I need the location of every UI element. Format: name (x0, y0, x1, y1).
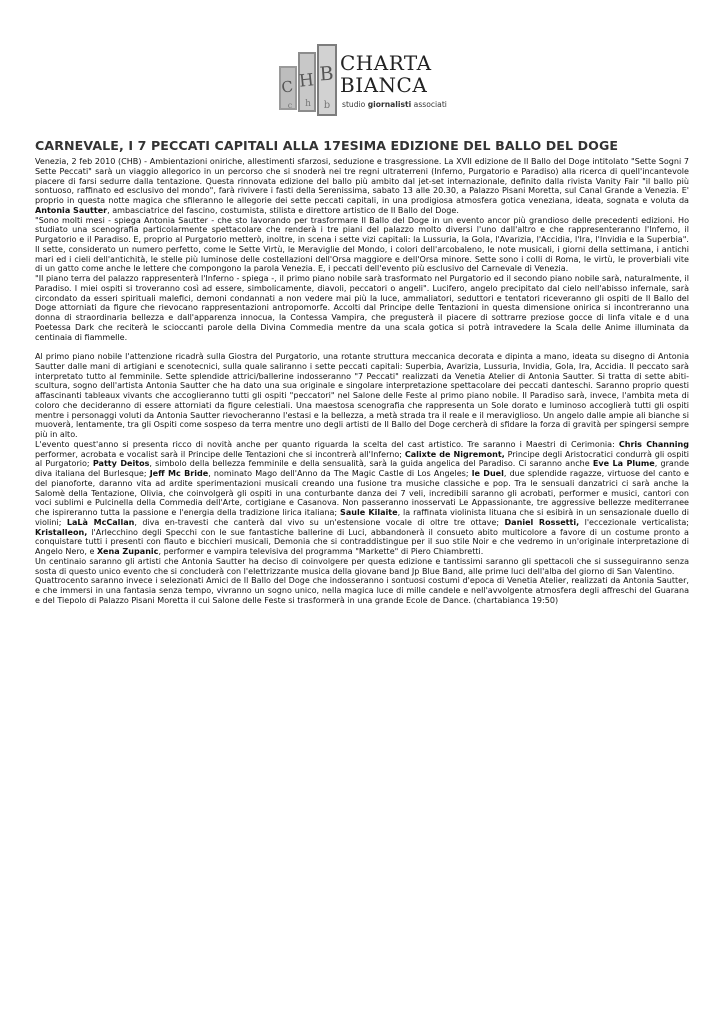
article-paragraph-3: "Il piano terra del palazzo rappresenterà l'Inferno - spiega -, il primo piano nobile sarà trasformato nel Purgatorio ed il secondo piano nobile sarà, naturalmente, il Paradiso. I miei ospiti si troveranno così ad essere, simbolicamente, diavoli, peccatori o angeli". Lucifero, angelo precipitato dal cielo nell'abisso infernale, sarà circondato da esseri spirituali malefici, demoni condannati a non vedere mai più la luce, ammaliatori, seduttori e tentatori riceveranno gli ospiti de Il Ballo del Doge attorniati da figure che rievocano rappresentazioni antropomorfe. Accolti dal Principe delle Tentazioni in questa dimensione onirica si incontreranno una donna di straordinaria bellezza e dall'apparenza innocua, la Contessa Vampira, che pregusterà il piacere di sottrarre preziose gocce di linfa vitale e d una Poetessa Dark che reciterà le scioccanti parole della Divina Commedia mentre da una scala gotica si potrà intravedere la Scala delle Anime illuminata da centinaia di fiammelle. (35, 274, 689, 342)
bold-name: Saule Kilaite (340, 508, 398, 517)
text-run: , simbolo della bellezza femminile e della sensualità, sarà la guida angelica del Paradiso. Ci saranno anche (149, 459, 593, 469)
svg-text:c: c (287, 101, 293, 110)
bold-name: Patty Deitos (92, 459, 150, 469)
article-paragraph-5 (35, 440, 689, 557)
text-run: , ambasciatrice del fascino, costumista, stilista e direttore artistico de Il Ballo del Doge. (107, 205, 459, 215)
logo-title-line2: BIANCA (340, 73, 428, 97)
bold-name: le Duel (471, 469, 504, 478)
svg-text:H: H (298, 70, 315, 92)
bold-name: Xena Zupanic (97, 547, 159, 556)
bold-name: Antonia Sautter (35, 205, 108, 215)
text-run: L'evento quest'anno si presenta ricco di novità anche per quanto riguarda la scelta del cast artistico. Tre saranno i Maestri di Cerimonia: (35, 439, 619, 449)
bold-name: Daniel Rossetti, (504, 517, 580, 527)
article-paragraph-6: Un centinaio saranno gli artisti che Antonia Sautter ha deciso di coinvolgere per questa edizione e tantissimi saranno gli spettacoli che si susseguiranno senza sosta di questo unico evento che si concluderà con l'elettrizzante musica della giovane band Jp Blue Band, alle prime luci dell'alba del giorno di San Valentino. (35, 556, 689, 576)
text-run: , nominato Mago dell'Anno da The Magic Castle di Los Angeles; (208, 469, 472, 478)
article-headline: CARNEVALE, I 7 PECCATI CAPITALI ALLA 17ESIMA EDIZIONE DEL BALLO DEL DOGE (35, 138, 619, 153)
text-run: , performer e vampira televisiva del programma "Markette" di Piero Chiambretti. (158, 547, 484, 556)
article-paragraph-7: Quattrocento saranno invece i selezionati Amici de Il Ballo del Doge che indosseranno i sontuosi costumi d'epoca di Venetia Atelier, realizzati da Antonia Sautter, e che immersi in una fantasia senza tempo, vivranno un sogno unico, nella magica luce di mille candele e nell'avvolgente atmosfera degli affreschi del Guarana e del Tiepolo di Palazzo Pisani Moretta il cui Salone delle Feste si trasformerà in una grande Ecole de Dance. (chartabianca 19:50) (35, 576, 689, 605)
bold-name: Kristalleon, (35, 527, 88, 537)
svg-text:h: h (305, 99, 311, 109)
text-run: , due splendide ragazze, virtuose del canto e del pianoforte, daranno vita ad ardite sperimentazioni musicali creando una fusione tra musiche classiche e pop. Tra le sensuali danzatrici ci sarà anche la Salomè della Tentazione, Olivia, che coinvolgerà gli ospiti in una conturbante danza dei 7 veli, incredibili saranno gli acrobati, performer e musici, cantori con voci sublimi e Pulcinella della Commedia dell'Arte, cortigiane e Casanova. Non passeranno inosservati Le Appassionante, tre aggressive bellezze mediterranee che ispireranno tutta la passione e l'energia della tradizione lirica italiana; (35, 469, 689, 517)
text-run: l'Arlecchino degli Specchi con le sue fantastiche ballerine di Luci, abbandonerà il consueto abito multicolore a favore di un costume pronto a conquistare tutti i presenti con flauto e bicchieri musicali, Demonia che si contraddistingue per il suo stile Noir e che vedremo in un'originale interpretazione di Angelo Nero, e (35, 527, 689, 556)
bold-name: Jeff Mc Bride (149, 469, 209, 478)
text-run: , grande diva italiana del Burlesque; (35, 459, 690, 478)
article-paragraph-2: "Sono molti mesi - spiega Antonia Sautter - che sto lavorando per trasformare Il Ballo del Doge in un evento ancor più grandioso delle precedenti edizioni. Ho studiato una scenografia particolarmente spettacolare che renderà i tre piani del palazzo molto diversi l'uno dall'altro e che rappresenteranno l'Inferno, il Purgatorio e il Paradiso. E, proprio al Purgatorio metterò, inoltre, in scena i sette vizi capitali: la Lussuria, la Gola, l'Avarizia, l'Accidia, l'Ira, l'Invidia e la Superbia". Il sette, considerato un numero perfetto, come le Sette Virtù, le Meraviglie del Mondo, i colori dell'arcobaleno, le note musicali, i giorni della settimana, i antichi mari ed i cieli dell'antichità, le stelle più luminose delle costellazioni dell'Orsa maggiore e dell'Orsa minore. Sette sono i colli di Roma, le virtù, le proverbiali vite di un gatto come anche le lettere che compongono la parola Venezia. E, i peccati dell'evento più esclusivo del Carnevale di Venezia. (35, 215, 689, 274)
chb-logo-mark-icon (278, 44, 340, 120)
logo-subtitle (342, 100, 447, 109)
text-run: l'eccezionale verticalista; (579, 517, 689, 527)
text-run: Principe degli Aristocratici condurrà gli ospiti al Purgatorio; (35, 449, 689, 469)
text-run: performer, acrobata e vocalist sarà il Principe delle Tentazioni che si incontrerà all'Inferno; (35, 449, 405, 459)
charta-bianca-logo (278, 44, 448, 122)
text-run: Venezia, 2 feb 2010 (CHB) - Ambientazioni oniriche, allestimenti sfarzosi, seduzione e trasgressione. La XVII edizione de Il Ballo del Doge intitolato "Sette Sogni 7 Sette Peccati" sarà un viaggio allegorico in un percorso che si snoderà nei tre regni ultraterreni (Inferno, Purgatorio e Paradiso) alla ricerca di quell'incantevole piacere di farsi sedurre dalla tentazione. Questa rinnovata edizione del ballo più ambito dal jet-set internazionale, definito dalla rivista Vanity Fair "il ballo più sontuoso, raffinato ed esclusivo del mondo", farà rivivere i fasti della Serenissima, sabato 13 alle 20.30, a Palazzo Pisani Moretta, sul Canal Grande a Venezia. E' proprio in questa notte magica che sfileranno le allegorie dei sette peccati capitali, in una prodigiosa atmosfera gotica veneziana, ideata, sognata e voluta da (35, 157, 689, 205)
article-paragraph-4: Al primo piano nobile l'attenzione ricadrà sulla Giostra del Purgatorio, una rotante struttura meccanica decorata e dipinta a mano, ideata su disegno di Antonia Sautter dalle mani di artigiani e scenotecnici, sulla quale saliranno i sette peccati capitali: Superbia, Avarizia, Lussuria, Invidia, Gola, Ira, Accidia. Il peccato sarà interpretato tutto al femminile. Sette splendide attrici/ballerine indosseranno "7 Peccati" realizzati da Venetia Atelier di Antonia Sautter. Si tratta di sette abiti-scultura, sogno dell'artista Antonia Sautter che ha dato una sua originale e singolare interpretazione spettacolare dei peccati danteschi. Saranno proprio questi affascinanti tableaux vivants che accoglieranno tutti gli ospiti "peccatori" nel Salone delle Feste al primo piano nobile. Il Paradiso sarà, invece, l'ambita meta di coloro che decideranno di essere attorniati da figure celestiali. Una maestosa scenografia che rappresenta un Sole dorato e luminoso accoglierà tutti gli ospiti mentre i personaggi voluti da Antonia Sautter rievocheranno l'estasi e la bellezza, a metà strada tra il reale e il meraviglioso. Un angelo dalle ampie ali bianche si muoverà, lentamente, tra gli Ospiti come sospeso da terra mentre uno degli artisti de Il Ballo del Doge cercherà di sfidare la forza di gravità per spingersi sempre più in alto. (35, 352, 689, 439)
bold-name: Calixte de Nigremont, (404, 449, 505, 459)
bold-name: Chris Channing (618, 439, 689, 449)
text-run: , diva en-travesti che canterà dal vivo su un'estensione vocale di oltre tre ottave; (134, 517, 505, 527)
bold-name: Eve La Plume (592, 459, 655, 469)
logo-subtitle-post: associati (411, 100, 447, 109)
bold-name: LaLà McCallan (66, 517, 135, 527)
logo-subtitle-pre: studio (342, 100, 368, 109)
logo-title-line1: CHARTA (340, 51, 432, 75)
svg-text:C: C (280, 77, 295, 97)
article-paragraph-1 (35, 157, 689, 216)
logo-subtitle-bold: giornalisti (367, 100, 412, 109)
article-body (35, 157, 689, 606)
text-run: , la raffinata violinista lituana che si esibirà in un sensazionale duello di violini; (35, 508, 690, 527)
svg-text:B: B (318, 62, 335, 86)
svg-text:b: b (323, 100, 331, 111)
